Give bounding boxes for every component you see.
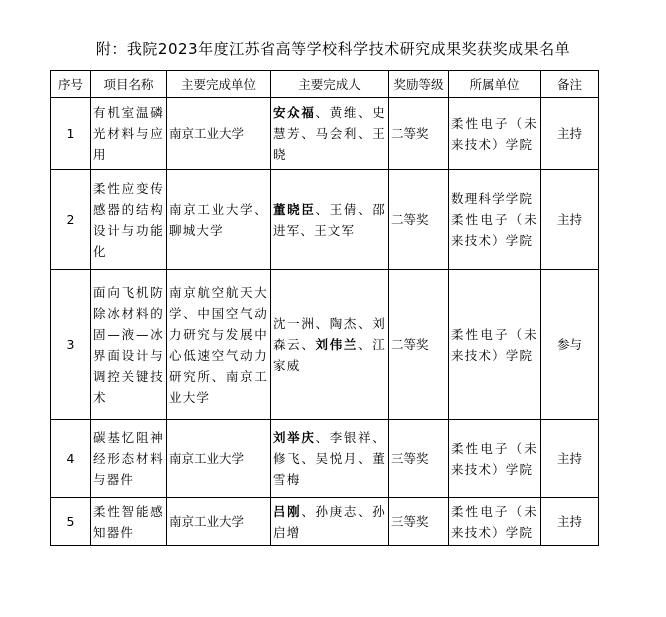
other-people: 沈一洲、陶杰、刘森云、 — [273, 316, 386, 352]
cell-no: 3 — [51, 270, 91, 420]
other-people: 、孙庚志、孙启增 — [273, 503, 386, 540]
cell-note: 主持 — [541, 420, 599, 498]
cell-people — [271, 498, 389, 546]
cell-units: 南京工业大学 — [167, 420, 271, 498]
cell-project: 面向飞机防除冰材料的固—液—冰界面设计与调控关键技术 — [91, 270, 167, 420]
header-project: 项目名称 — [91, 71, 167, 98]
cell-level: 三等奖 — [389, 498, 449, 546]
cell-people — [271, 420, 389, 498]
cell-no: 1 — [51, 98, 91, 170]
cell-no: 4 — [51, 420, 91, 498]
other-people: 、王倩、邵进军、王文军 — [273, 201, 386, 238]
header-level: 奖励等级 — [389, 71, 449, 98]
cell-units: 南京工业大学 — [167, 498, 271, 546]
cell-dept — [449, 170, 541, 270]
table-row — [51, 420, 599, 498]
cell-dept: 柔性电子（未来技术）学院 — [449, 420, 541, 498]
table-row — [51, 270, 599, 420]
table-row — [51, 170, 599, 270]
other-people: 、江家威 — [273, 337, 386, 373]
cell-dept: 柔性电子（未来技术）学院 — [449, 270, 541, 420]
cell-level: 二等奖 — [389, 98, 449, 170]
cell-units: 南京工业大学、聊城大学 — [167, 170, 271, 270]
cell-units: 南京航空航天大学、中国空气动力研究与发展中心低速空气动力研究所、南京工业大学 — [167, 270, 271, 420]
cell-level: 二等奖 — [389, 170, 449, 270]
awards-table — [50, 70, 599, 546]
page-title: 附：我院2023年度江苏省高等学校科学技术研究成果奖获奖成果名单 — [95, 40, 571, 58]
cell-no: 5 — [51, 498, 91, 546]
dept-line: 数理科学学院 — [451, 191, 534, 206]
header-dept: 所属单位 — [449, 71, 541, 98]
table-row — [51, 498, 599, 546]
cell-project: 柔性应变传感器的结构设计与功能化 — [91, 170, 167, 270]
cell-no: 2 — [51, 170, 91, 270]
cell-dept: 柔性电子（未来技术）学院 — [449, 498, 541, 546]
table-header-row — [51, 71, 599, 98]
cell-note: 主持 — [541, 498, 599, 546]
cell-dept: 柔性电子（未来技术）学院 — [449, 98, 541, 170]
cell-people — [271, 98, 389, 170]
cell-people — [271, 170, 389, 270]
header-people: 主要完成人 — [271, 71, 389, 98]
lead-person: 安众福 — [273, 105, 316, 120]
dept-line: 柔性电子（未来技术）学院 — [451, 212, 538, 248]
cell-units: 南京工业大学 — [167, 98, 271, 170]
cell-note: 主持 — [541, 170, 599, 270]
header-units: 主要完成单位 — [167, 71, 271, 98]
other-people: 、李银祥、修飞、吴悦月、董雪梅 — [273, 430, 386, 487]
lead-person: 吕刚 — [273, 503, 302, 519]
cell-project: 柔性智能感知器件 — [91, 498, 167, 546]
cell-project: 碳基忆阻神经形态材料与器件 — [91, 420, 167, 498]
lead-person: 刘举庆 — [273, 430, 316, 445]
table-row — [51, 98, 599, 170]
cell-note: 参与 — [541, 270, 599, 420]
cell-level: 三等奖 — [389, 420, 449, 498]
cell-level: 二等奖 — [389, 270, 449, 420]
other-people: 、黄维、史慧芳、马会利、王晓 — [273, 105, 386, 162]
cell-note: 主持 — [541, 98, 599, 170]
lead-person: 董晓臣 — [273, 201, 316, 217]
header-note: 备注 — [541, 71, 599, 98]
cell-people — [271, 270, 389, 420]
header-no: 序号 — [51, 71, 91, 98]
lead-person: 刘伟兰 — [315, 337, 359, 352]
cell-project: 有机室温磷光材料与应用 — [91, 98, 167, 170]
